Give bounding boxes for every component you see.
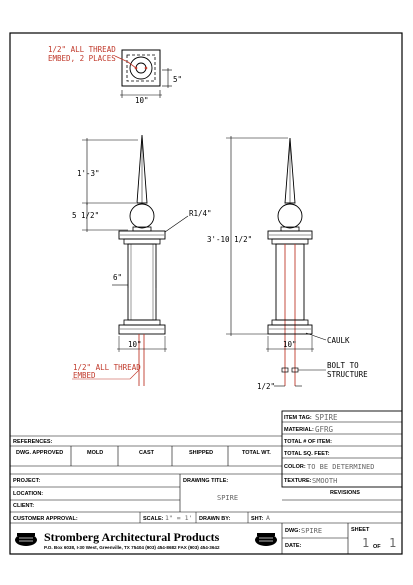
plan-dim-width: 10" <box>135 96 149 105</box>
section-bolt-line1: BOLT TO <box>327 361 359 370</box>
mold-label: MOLD <box>87 450 104 456</box>
revisions-label: REVISIONS <box>330 490 360 496</box>
dwg-label: DWG: <box>285 528 301 534</box>
sheet-total: 1 <box>389 536 397 550</box>
elev-dim-shaft: 6" <box>113 273 123 282</box>
dwg-value: SPIRE <box>301 527 323 535</box>
total-items-label: TOTAL # OF ITEM: <box>284 439 332 445</box>
sht-value: A <box>266 514 270 522</box>
plan-view <box>48 45 182 105</box>
dwg-approved-label: DWG. APPROVED <box>16 450 64 456</box>
plan-note-line2: EMBED, 2 PLACES <box>48 54 116 63</box>
spire-elevation <box>72 135 212 386</box>
customer-approval-label: CUSTOMER APPROVAL: <box>13 516 78 522</box>
company-name: Stromberg Architectural Products <box>44 530 220 544</box>
texture-label: TEXTURE: <box>284 478 312 484</box>
sheet-label: SHEET <box>351 527 370 533</box>
color-label: COLOR: <box>284 464 306 470</box>
location-label: LOCATION: <box>13 491 44 497</box>
company-logo-left <box>15 533 37 546</box>
scale-label: SCALE: <box>143 516 164 522</box>
item-tag-label: ITEM TAG: <box>284 415 312 421</box>
scale-value: 1" = 1' <box>165 514 193 522</box>
plan-note-line1: 1/2" ALL THREAD <box>48 45 116 54</box>
material-label: MATERIAL: <box>284 427 314 433</box>
section-dim-base: 10" <box>283 340 297 349</box>
elev-dim-base: 10" <box>128 340 142 349</box>
section-dim-overall: 3'-10 1/2" <box>207 235 253 244</box>
elev-dim-spire: 1'-3" <box>77 169 100 178</box>
drawing-title-label: DRAWING TITLE: <box>183 478 229 484</box>
section-dim-half: 1/2" <box>257 382 276 391</box>
date-label: DATE: <box>285 543 302 549</box>
shipped-label: SHIPPED <box>189 450 214 456</box>
elev-embed-line2: EMBED <box>73 371 96 380</box>
project-label: PROJECT: <box>13 478 41 484</box>
company-logo-right <box>255 533 277 546</box>
references-label: REFERENCES: <box>13 439 53 445</box>
material-value: GFRG <box>315 425 334 434</box>
cast-label: CAST <box>139 450 154 456</box>
spire-section <box>207 136 368 391</box>
elev-radius-label: R1/4" <box>189 209 212 218</box>
drawn-by-label: DRAWN BY: <box>199 516 231 522</box>
drawing-title-value: SPIRE <box>217 494 239 502</box>
section-bolt-line2: STRUCTURE <box>327 370 368 379</box>
total-wt-label: TOTAL WT. <box>242 450 271 456</box>
sheet-border <box>10 33 402 554</box>
client-label: CLIENT: <box>13 503 35 509</box>
color-value: TO BE DETERMINED <box>307 463 375 471</box>
elev-dim-ball: 5 1/2" <box>72 211 100 220</box>
total-sqft-label: TOTAL SQ. FEET: <box>284 451 330 457</box>
plan-dim-depth: 5" <box>173 75 183 84</box>
of-label: OF <box>373 544 381 550</box>
section-caulk: CAULK <box>327 336 350 345</box>
sheet-number: 1 <box>362 536 370 550</box>
sht-label: SHT: <box>251 516 264 522</box>
company-address: P.O. Box 6038, I-30 West, Greenville, TX 75404 (903) 454-8682 FAX (903) 454-3642 <box>44 545 220 550</box>
texture-value: SMOOTH <box>312 477 338 485</box>
item-tag-value: SPIRE <box>315 413 338 422</box>
title-block <box>10 411 402 554</box>
elev-embed-line1: 1/2" ALL THREAD <box>73 363 141 372</box>
